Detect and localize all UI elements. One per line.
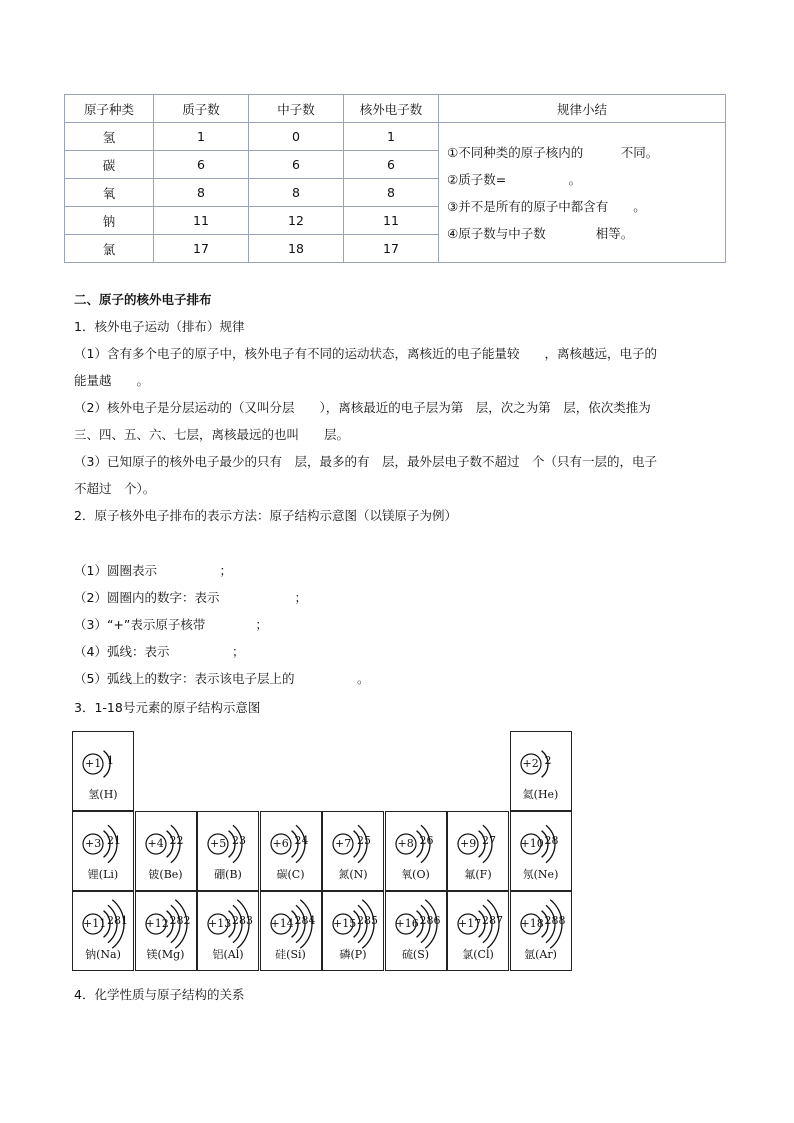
atom-diagram-icon [136, 812, 198, 872]
element-name: 钠(Na) [85, 948, 121, 961]
nucleus-charge: +14 [270, 917, 294, 930]
element-name: 碳(C) [276, 868, 305, 881]
cell-electrons: 1 [344, 123, 439, 151]
cell-neutrons: 18 [249, 235, 344, 263]
shell-electron-counts: 287 [482, 914, 503, 927]
header-neutrons: 中子数 [249, 95, 344, 123]
atom-diagram-icon [261, 812, 323, 872]
shell-electron-counts: 25 [357, 834, 371, 847]
atom-cell [322, 891, 384, 971]
nucleus-charge: +10 [520, 837, 544, 850]
nucleus-charge: +17 [458, 917, 482, 930]
nucleus-charge: +18 [520, 917, 544, 930]
cell-protons: 1 [154, 123, 249, 151]
section-title: 二、原子的核外电子排布 [74, 292, 212, 307]
cell-neutrons: 0 [249, 123, 344, 151]
subheading-3: 3．1-18号元素的原子结构示意图 [74, 700, 261, 715]
table-row [65, 123, 726, 151]
atom-cell [260, 811, 322, 891]
atom-diagram-icon [73, 732, 135, 792]
cell-atom: 钠 [65, 207, 154, 235]
element-name: 磷(P) [339, 948, 367, 961]
header-electrons: 核外电子数 [344, 95, 439, 123]
nucleus-charge: +4 [147, 837, 164, 850]
element-name: 镁(Mg) [146, 948, 185, 961]
element-name: 铝(Al) [212, 948, 244, 961]
item-5: （5）弧线上的数字：表示该电子层上的 。 [74, 671, 370, 686]
cell-neutrons: 6 [249, 151, 344, 179]
nucleus-charge: +3 [85, 837, 102, 850]
cell-atom: 氧 [65, 179, 154, 207]
shell-electron-counts: 21 [107, 834, 121, 847]
paragraph-3a: （3）已知原子的核外电子最少的只有 层，最多的有 层，最外层电子数不超过 个（只有一层的，电子 [74, 454, 657, 469]
atom-diagram-icon [198, 812, 260, 872]
paragraph-3b: 不超过 个）。 [74, 481, 156, 496]
atom-diagram-icon [323, 812, 385, 872]
element-name: 氮(N) [338, 868, 368, 881]
shell-electron-counts: 2 [544, 754, 552, 767]
cell-protons: 6 [154, 151, 249, 179]
nucleus-charge: +15 [333, 917, 357, 930]
nucleus-charge: +6 [272, 837, 289, 850]
shell-electron-counts: 23 [232, 834, 246, 847]
element-name: 氖(Ne) [522, 868, 559, 881]
cell-protons: 11 [154, 207, 249, 235]
shell-electron-counts: 283 [232, 914, 253, 927]
cell-protons: 8 [154, 179, 249, 207]
cell-electrons: 17 [344, 235, 439, 263]
nucleus-charge: +13 [208, 917, 232, 930]
cell-electrons: 11 [344, 207, 439, 235]
element-name: 氯(Cl) [462, 948, 494, 961]
atom-structure-diagram-grid [72, 731, 572, 971]
subheading-2: 2．原子核外电子排布的表示方法：原子结构示意图（以镁原子为例） [74, 508, 457, 523]
cell-atom: 氯 [65, 235, 154, 263]
shell-electron-counts: 282 [169, 914, 191, 927]
atom-cell [385, 891, 447, 971]
item-1: （1）圆圈表示 ； [74, 563, 232, 578]
shell-electron-counts: 281 [107, 914, 128, 927]
rule-3: ③并不是所有的原子中都含有 。 [447, 198, 646, 214]
atom-cell [322, 811, 384, 891]
atom-cell [510, 891, 572, 971]
table-header-row [65, 95, 726, 123]
header-rules: 规律小结 [439, 95, 726, 123]
cell-protons: 17 [154, 235, 249, 263]
cell-neutrons: 8 [249, 179, 344, 207]
shell-electron-counts: 288 [544, 914, 566, 927]
nucleus-charge: +5 [210, 837, 227, 850]
atom-cell [510, 731, 572, 811]
subheading-1: 1．核外电子运动（排布）规律 [74, 319, 245, 334]
nucleus-charge: +9 [460, 837, 477, 850]
element-name: 铍(Be) [148, 868, 183, 881]
atom-diagram-icon [511, 732, 573, 792]
atom-cell [447, 891, 509, 971]
shell-electron-counts: 24 [294, 834, 309, 847]
atom-cell [135, 811, 197, 891]
atom-cell [72, 731, 134, 811]
nucleus-charge: +12 [145, 917, 169, 930]
atom-cell [72, 811, 134, 891]
atom-composition-table [64, 94, 726, 263]
cell-atom: 碳 [65, 151, 154, 179]
element-name: 硅(Si) [275, 948, 306, 961]
atom-diagram-icon [448, 812, 510, 872]
element-name: 硫(S) [401, 948, 430, 961]
atom-cell [197, 891, 259, 971]
subheading-4: 4．化学性质与原子结构的关系 [74, 987, 245, 1002]
paragraph-1b: 能量越 。 [74, 373, 150, 388]
rules-summary [439, 123, 726, 263]
atom-cell [510, 811, 572, 891]
nucleus-charge: +2 [522, 757, 539, 770]
shell-electron-counts: 27 [482, 834, 496, 847]
element-name: 氧(O) [401, 868, 430, 881]
atom-diagram-icon [386, 812, 448, 872]
atom-cell [447, 811, 509, 891]
atom-cell [72, 891, 134, 971]
paragraph-1a: （1）含有多个电子的原子中，核外电子有不同的运动状态，离核近的电子能量较 ，离核越远，电子的 [74, 346, 657, 361]
element-name: 氩(Ar) [524, 948, 557, 961]
shell-electron-counts: 26 [419, 834, 434, 847]
nucleus-charge: +7 [335, 837, 352, 850]
cell-electrons: 8 [344, 179, 439, 207]
atom-cell [260, 891, 322, 971]
shell-electron-counts: 285 [357, 914, 378, 927]
rule-1: ①不同种类的原子核内的 不同。 [447, 144, 659, 160]
element-name: 硼(B) [214, 868, 242, 881]
rule-2: ②质子数= 。 [447, 171, 582, 187]
nucleus-charge: +8 [397, 837, 414, 850]
nucleus-charge: +11 [83, 917, 107, 930]
element-name: 锂(Li) [87, 868, 119, 881]
paragraph-2b: 三、四、五、六、七层，离核最远的也叫 层。 [74, 427, 350, 442]
element-name: 氦(He) [522, 788, 559, 801]
nucleus-charge: +16 [395, 917, 419, 930]
element-name: 氟(F) [464, 868, 492, 881]
shell-electron-counts: 1 [107, 754, 114, 767]
item-3: （3）“+”表示原子核带 ； [74, 617, 268, 632]
rule-4: ④原子数与中子数 相等。 [447, 225, 634, 241]
cell-neutrons: 12 [249, 207, 344, 235]
atom-diagram-icon [73, 812, 135, 872]
cell-atom: 氢 [65, 123, 154, 151]
item-2: （2）圆圈内的数字：表示 ； [74, 590, 307, 605]
cell-electrons: 6 [344, 151, 439, 179]
shell-electron-counts: 28 [544, 834, 559, 847]
item-4: （4）弧线：表示 ； [74, 644, 245, 659]
header-atom-type: 原子种类 [65, 95, 154, 123]
shell-electron-counts: 22 [169, 834, 184, 847]
nucleus-charge: +1 [85, 757, 102, 770]
shell-electron-counts: 284 [294, 914, 316, 927]
atom-cell [135, 891, 197, 971]
element-name: 氢(H) [88, 788, 118, 801]
header-protons: 质子数 [154, 95, 249, 123]
paragraph-2a: （2）核外电子是分层运动的（又叫分层 ），离核最近的电子层为第 层，次之为第 层，依次类推为 [74, 400, 651, 415]
atom-cell [197, 811, 259, 891]
atom-cell [385, 811, 447, 891]
shell-electron-counts: 286 [419, 914, 441, 927]
